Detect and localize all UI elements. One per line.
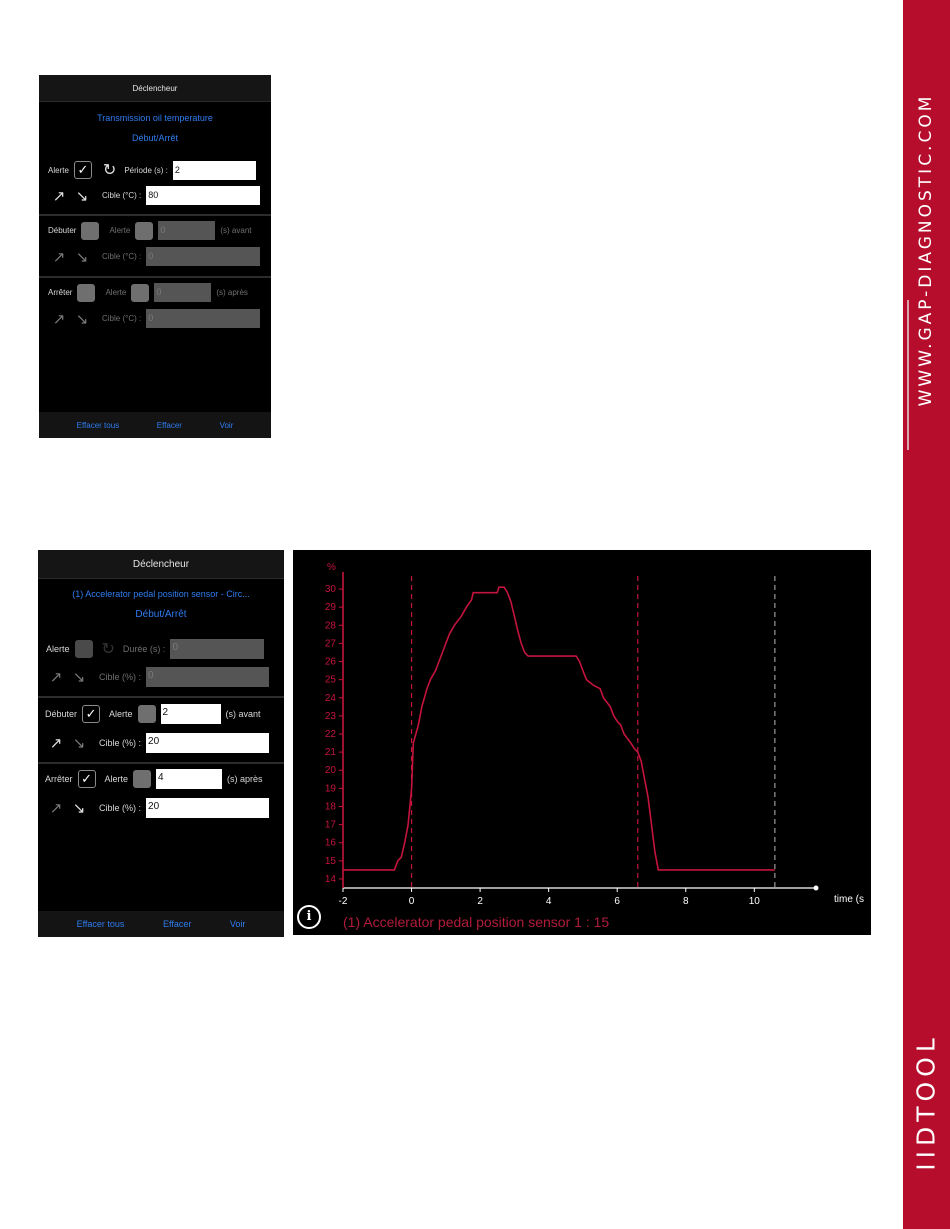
stop-suffix: (s) après xyxy=(227,774,263,784)
trigger-panel-accelerator xyxy=(38,550,284,937)
clear-all-button[interactable]: Effacer tous xyxy=(76,420,120,430)
y-tick-label: 28 xyxy=(324,620,336,632)
stop-alert-label: Alerte xyxy=(104,774,129,784)
stop-label: Arrêter xyxy=(45,774,73,784)
start-target-row xyxy=(47,733,269,753)
brand-product-name: IIDTOOL xyxy=(911,1033,941,1171)
panel-footer xyxy=(39,412,271,438)
y-tick-label: 26 xyxy=(324,656,336,668)
stop-alert-checkbox[interactable] xyxy=(133,770,151,788)
y-tick-label: 22 xyxy=(324,729,336,740)
brand-divider xyxy=(907,300,909,450)
start-seconds-input[interactable]: 0 xyxy=(158,221,215,240)
x-tick-label: 8 xyxy=(682,896,689,907)
y-tick-label: 23 xyxy=(324,710,336,722)
period-label: Période (s) : xyxy=(124,165,168,175)
duration-input[interactable]: 0 xyxy=(170,639,264,659)
section-divider xyxy=(39,214,271,216)
stop-alert-checkbox[interactable] xyxy=(131,284,149,302)
start-label: Débuter xyxy=(48,226,77,235)
rising-arrow-icon[interactable]: ↗ xyxy=(49,800,63,817)
main-target-row xyxy=(47,667,269,687)
rising-arrow-icon[interactable]: ↗ xyxy=(49,735,63,752)
y-tick-label: 29 xyxy=(324,602,336,614)
start-alert-checkbox[interactable] xyxy=(138,705,156,723)
stop-suffix: (s) après xyxy=(216,288,248,297)
y-tick-label: 16 xyxy=(324,837,336,849)
y-tick-label: 30 xyxy=(324,584,336,596)
clear-all-button[interactable]: Effacer tous xyxy=(76,919,125,929)
section-divider xyxy=(39,276,271,278)
panel-footer xyxy=(38,911,284,937)
start-stop-heading: Début/Arrêt xyxy=(131,133,179,143)
start-suffix: (s) avant xyxy=(225,709,261,719)
period-input[interactable]: 2 xyxy=(173,161,256,180)
series-line xyxy=(343,587,775,870)
stop-seconds-input[interactable]: 0 xyxy=(154,283,211,302)
y-axis-label: % xyxy=(327,562,336,573)
chart-canvas xyxy=(293,550,871,935)
y-tick-label: 20 xyxy=(324,765,336,777)
x-axis-end-dot xyxy=(814,886,819,891)
falling-arrow-icon[interactable]: ↘ xyxy=(75,187,89,205)
start-label: Débuter xyxy=(45,709,78,719)
stop-seconds-input[interactable]: 4 xyxy=(156,769,222,789)
sensor-name[interactable]: Transmission oil temperature xyxy=(97,113,213,123)
start-checkbox[interactable]: ✓ xyxy=(82,705,100,723)
stop-checkbox[interactable]: ✓ xyxy=(78,770,96,788)
duration-label: Durée (s) : xyxy=(122,644,166,654)
start-target-input[interactable]: 0 xyxy=(146,247,260,266)
clear-button[interactable]: Effacer xyxy=(156,420,182,430)
panel-title: Déclencheur xyxy=(38,550,284,579)
x-tick-label: 2 xyxy=(477,896,483,907)
start-alert-label: Alerte xyxy=(109,709,133,719)
rising-arrow-icon[interactable]: ↗ xyxy=(49,669,63,686)
stop-target-label: Cible (%) : xyxy=(99,803,142,813)
chart-legend: (1) Accelerator pedal position sensor 1 : 15 xyxy=(343,914,610,930)
start-seconds-input[interactable]: 2 xyxy=(161,704,221,724)
y-tick-label: 14 xyxy=(324,873,336,885)
stop-target-input[interactable]: 20 xyxy=(146,798,269,818)
start-target-input[interactable]: 20 xyxy=(146,733,269,753)
main-target-row xyxy=(50,186,260,205)
start-row xyxy=(45,704,261,724)
start-target-row xyxy=(50,247,260,266)
section-divider xyxy=(38,696,284,698)
start-stop-heading: Début/Arrêt xyxy=(135,609,187,620)
info-icon[interactable]: i xyxy=(297,905,321,929)
refresh-icon[interactable]: ↻ xyxy=(102,162,117,179)
alert-label: Alerte xyxy=(48,165,69,175)
falling-arrow-icon[interactable]: ↘ xyxy=(72,735,86,752)
stop-target-input[interactable]: 0 xyxy=(146,309,260,328)
stop-row xyxy=(45,769,263,789)
y-tick-label: 15 xyxy=(324,855,336,867)
x-tick-label: 4 xyxy=(545,896,552,907)
stop-alert-label: Alerte xyxy=(105,288,127,297)
refresh-icon[interactable]: ↻ xyxy=(101,641,115,658)
y-tick-label: 25 xyxy=(324,674,336,686)
start-target-label: Cible (°C) : xyxy=(102,252,142,261)
target-input[interactable]: 80 xyxy=(146,186,260,205)
main-alert-row xyxy=(48,160,256,180)
stop-target-row xyxy=(47,798,269,818)
main-alert-row xyxy=(46,639,264,659)
start-row xyxy=(48,221,252,240)
section-divider xyxy=(38,762,284,764)
rising-arrow-icon[interactable]: ↗ xyxy=(52,248,66,266)
falling-arrow-icon[interactable]: ↘ xyxy=(75,310,89,328)
rising-arrow-icon[interactable]: ↗ xyxy=(52,187,66,205)
clear-button[interactable]: Effacer xyxy=(163,919,192,929)
view-button[interactable]: Voir xyxy=(219,420,234,430)
x-axis-label: time (s xyxy=(834,894,864,905)
start-target-label: Cible (%) : xyxy=(99,738,142,748)
target-label: Cible (°C) : xyxy=(102,191,142,200)
start-alert-label: Alerte xyxy=(109,226,131,235)
falling-arrow-icon[interactable]: ↘ xyxy=(72,800,86,817)
x-tick-label: 10 xyxy=(748,896,760,907)
alert-checkbox[interactable] xyxy=(75,640,93,658)
start-suffix: (s) avant xyxy=(220,226,252,235)
x-tick-label: 0 xyxy=(408,896,415,907)
y-tick-label: 18 xyxy=(324,801,336,813)
view-button[interactable]: Voir xyxy=(229,919,246,929)
sensor-name[interactable]: (1) Accelerator pedal position sensor - Circ... xyxy=(72,589,250,599)
falling-arrow-icon[interactable]: ↘ xyxy=(72,669,86,686)
stop-row xyxy=(48,283,248,302)
alert-label: Alerte xyxy=(46,644,70,654)
brand-website: WWW.GAP-DIAGNOSTIC.COM xyxy=(916,93,936,407)
stop-target-label: Cible (°C) : xyxy=(102,314,142,323)
x-tick-label: -2 xyxy=(338,896,348,907)
y-tick-label: 21 xyxy=(324,747,336,759)
rising-arrow-icon[interactable]: ↗ xyxy=(52,310,66,328)
stop-label: Arrêter xyxy=(48,288,73,297)
alert-checkbox[interactable]: ✓ xyxy=(74,161,92,179)
panel-title: Déclencheur xyxy=(39,75,271,102)
x-tick-label: 6 xyxy=(614,896,620,907)
target-label: Cible (%) : xyxy=(99,672,142,682)
sensor-chart xyxy=(293,550,871,935)
target-input[interactable]: 0 xyxy=(146,667,269,687)
y-tick-label: 17 xyxy=(324,819,336,831)
stop-checkbox[interactable] xyxy=(77,284,95,302)
y-tick-label: 27 xyxy=(324,638,336,650)
y-tick-label: 19 xyxy=(324,783,336,795)
stop-target-row xyxy=(50,309,260,328)
falling-arrow-icon[interactable]: ↘ xyxy=(75,248,89,266)
start-alert-checkbox[interactable] xyxy=(135,222,153,240)
trigger-panel-temperature xyxy=(39,75,271,438)
start-checkbox[interactable] xyxy=(81,222,99,240)
y-tick-label: 24 xyxy=(324,692,336,704)
